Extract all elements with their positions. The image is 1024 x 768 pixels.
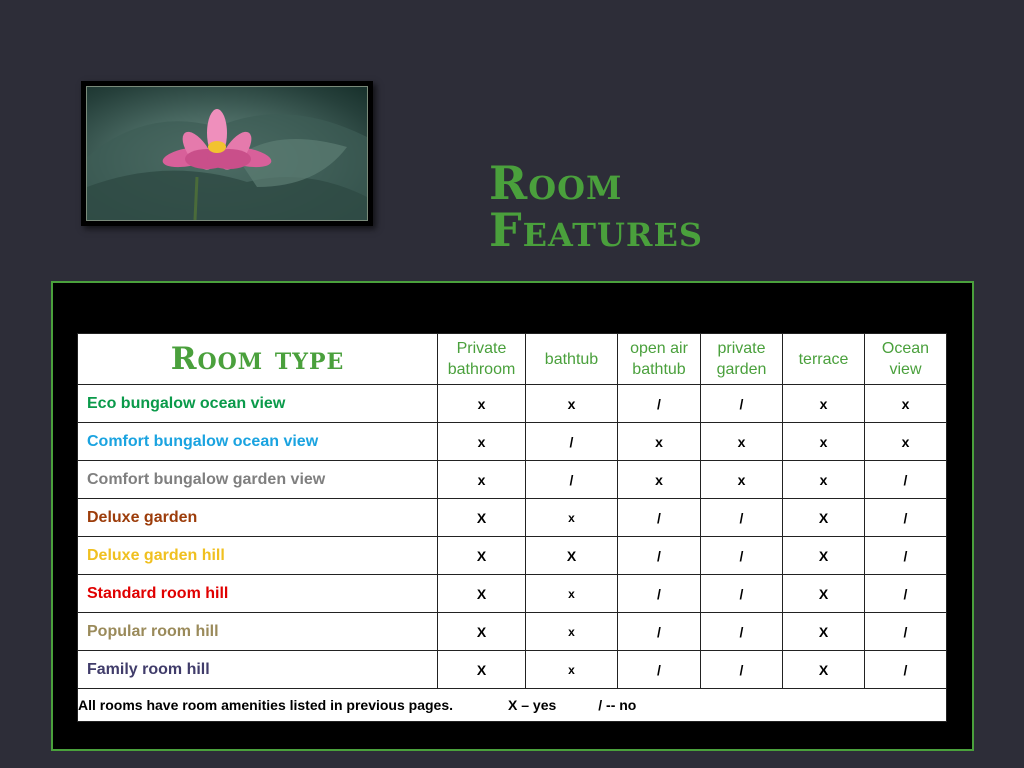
feature-mark: x [438, 461, 526, 499]
table-body [78, 385, 947, 722]
table-row [78, 575, 947, 613]
header-room-type: Room type [78, 334, 438, 385]
page-title-line2: Features [489, 203, 703, 257]
header-ocean-view: Ocean view [865, 334, 947, 385]
photo-frame [81, 81, 373, 226]
feature-mark: x [438, 385, 526, 423]
feature-mark: / [701, 385, 783, 423]
room-name: Family room hill [78, 651, 438, 689]
room-name: Popular room hill [78, 613, 438, 651]
header-private-bathroom: Private bathroom [438, 334, 526, 385]
legend-no: / -- no [598, 697, 637, 713]
feature-mark: X [438, 537, 526, 575]
table-row [78, 613, 947, 651]
feature-mark: / [701, 575, 783, 613]
feature-mark: X [783, 499, 865, 537]
feature-mark: / [618, 575, 701, 613]
table-row [78, 537, 947, 575]
feature-mark: / [526, 461, 618, 499]
feature-mark: x [865, 385, 947, 423]
feature-mark: x [865, 423, 947, 461]
feature-mark: X [438, 499, 526, 537]
lotus-flower-image [86, 86, 368, 221]
header-open-air-bathtub: open air bathtub [618, 334, 701, 385]
table-footer-row [78, 689, 947, 722]
room-name: Deluxe garden [78, 499, 438, 537]
feature-mark: X [438, 613, 526, 651]
feature-mark: / [701, 537, 783, 575]
table-row [78, 651, 947, 689]
feature-mark: / [865, 537, 947, 575]
feature-mark: / [865, 575, 947, 613]
feature-mark: x [618, 461, 701, 499]
feature-mark: x [526, 613, 618, 651]
feature-mark: x [618, 423, 701, 461]
feature-mark: X [783, 537, 865, 575]
feature-mark: / [526, 423, 618, 461]
feature-mark: x [783, 423, 865, 461]
feature-mark: X [783, 575, 865, 613]
feature-mark: x [783, 461, 865, 499]
room-name: Eco bungalow ocean view [78, 385, 438, 423]
feature-mark: X [783, 651, 865, 689]
feature-mark: x [526, 575, 618, 613]
feature-mark: / [618, 537, 701, 575]
room-features-table [77, 333, 947, 722]
page-title [489, 156, 829, 257]
page-title-line1: Room [489, 156, 623, 210]
table-row [78, 499, 947, 537]
feature-mark: / [701, 499, 783, 537]
feature-mark: X [783, 613, 865, 651]
room-name: Standard room hill [78, 575, 438, 613]
feature-mark: X [438, 651, 526, 689]
table-row [78, 423, 947, 461]
feature-mark: / [865, 461, 947, 499]
table-footer [78, 689, 947, 722]
feature-mark: x [438, 423, 526, 461]
feature-mark: x [701, 461, 783, 499]
table-row [78, 461, 947, 499]
feature-mark: / [701, 613, 783, 651]
header-terrace: terrace [783, 334, 865, 385]
room-name: Comfort bungalow garden view [78, 461, 438, 499]
feature-mark: x [783, 385, 865, 423]
feature-mark: / [865, 651, 947, 689]
legend-yes: X – yes [508, 697, 557, 713]
feature-mark: X [526, 537, 618, 575]
feature-mark: x [526, 385, 618, 423]
table-header-row [78, 334, 947, 385]
room-name: Deluxe garden hill [78, 537, 438, 575]
feature-mark: / [618, 651, 701, 689]
header-private-garden: private garden [701, 334, 783, 385]
feature-mark: X [438, 575, 526, 613]
feature-mark: / [618, 499, 701, 537]
feature-mark: x [701, 423, 783, 461]
feature-mark: / [865, 613, 947, 651]
feature-mark: / [618, 613, 701, 651]
feature-mark: / [701, 651, 783, 689]
feature-mark: x [526, 651, 618, 689]
feature-mark: / [865, 499, 947, 537]
room-name: Comfort bungalow ocean view [78, 423, 438, 461]
feature-mark: x [526, 499, 618, 537]
header-bathtub: bathtub [526, 334, 618, 385]
footer-note: All rooms have room amenities listed in previous pages. [78, 697, 453, 713]
feature-mark: / [618, 385, 701, 423]
table-row [78, 385, 947, 423]
lotus-flower-icon [87, 87, 367, 220]
